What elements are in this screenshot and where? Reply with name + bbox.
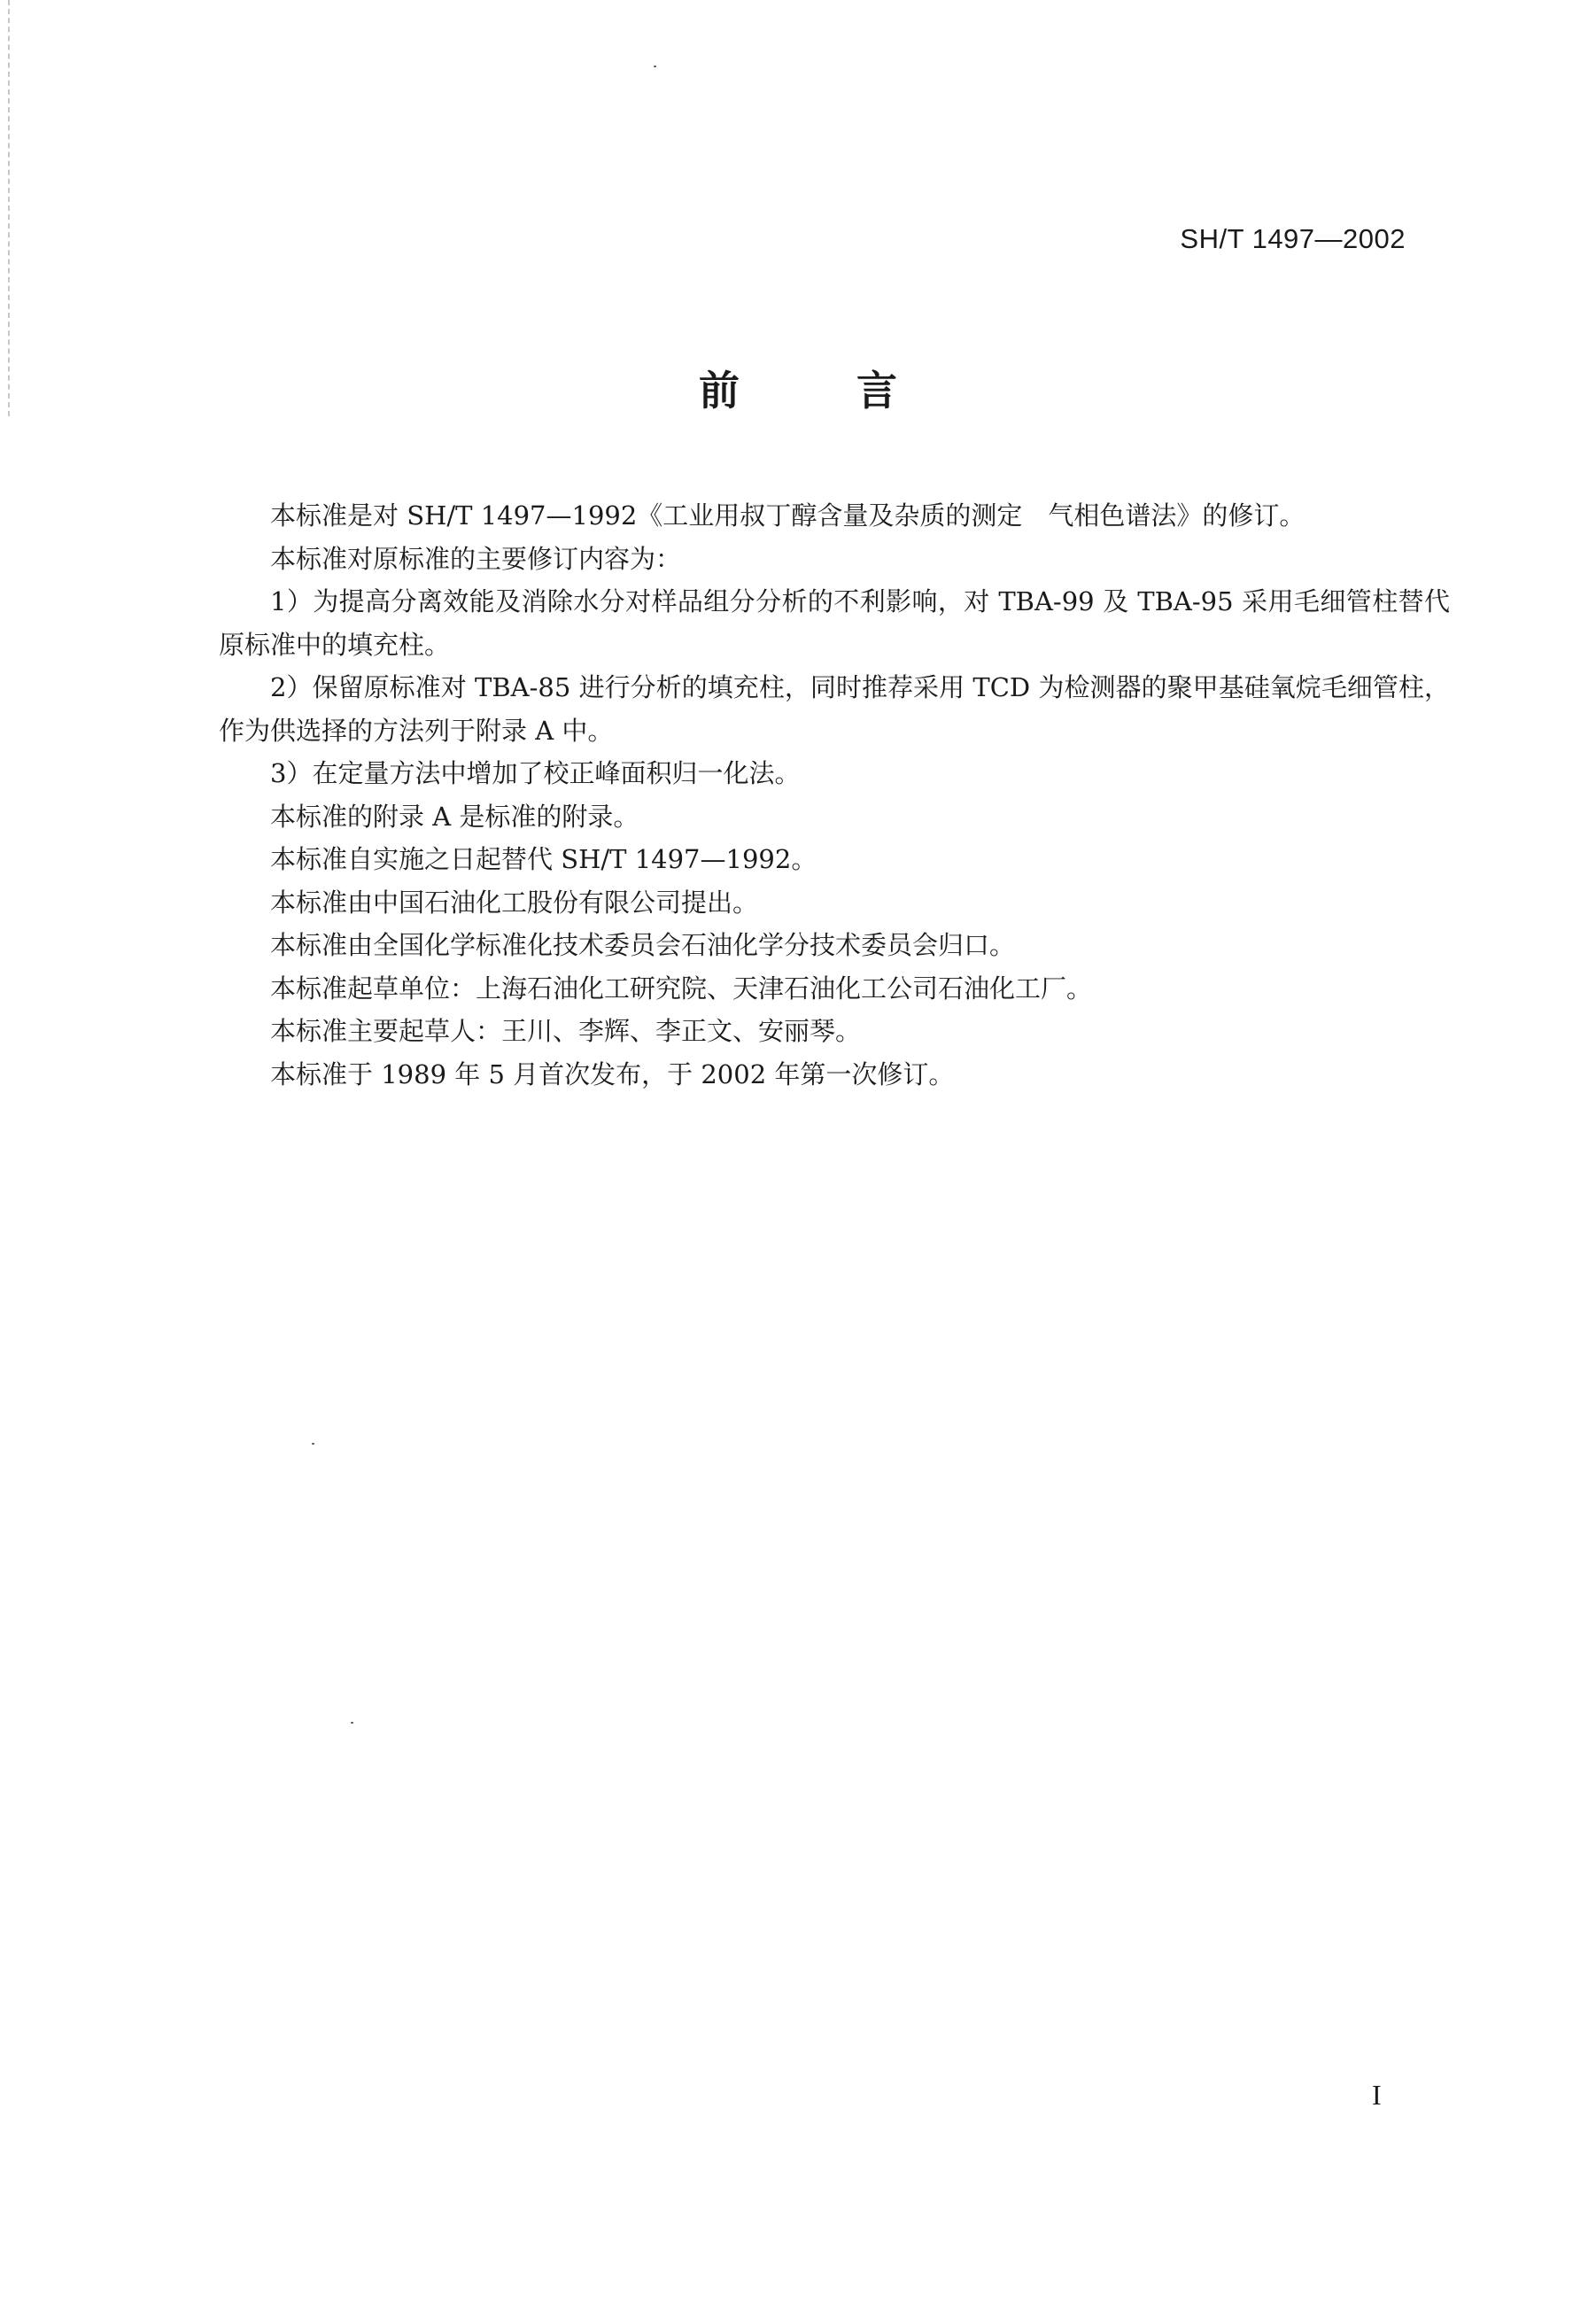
standard-code: SH/T 1497—2002 (1180, 223, 1406, 254)
scan-speck (312, 1443, 314, 1445)
paragraph-change-3: 3）在定量方法中增加了校正峰面积归一化法。 (270, 758, 801, 788)
paragraph-under-jurisdiction: 本标准由全国化学标准化技术委员会石油化学分技术委员会归口。 (270, 930, 1016, 960)
page-number: I (1372, 2079, 1382, 2111)
scan-speck (654, 66, 656, 67)
paragraph-proposed-by: 本标准由中国石油化工股份有限公司提出。 (270, 887, 759, 918)
scan-edge-artifact (8, 0, 10, 416)
paragraph-appendix: 本标准的附录 A 是标准的附录。 (270, 801, 639, 832)
paragraph-drafting-units: 本标准起草单位：上海石油化工研究院、天津石油化工公司石油化工厂。 (270, 973, 1093, 1004)
paragraph-main-changes: 本标准对原标准的主要修订内容为： (270, 543, 682, 574)
paragraph-revision-of: 本标准是对 SH/T 1497—1992《工业用叔丁醇含量及杂质的测定 气相色谱法》的修订。 (270, 500, 1305, 531)
foreword-body (219, 494, 1450, 1096)
paragraph-drafters: 本标准主要起草人：王川、李辉、李正文、安丽琴。 (270, 1016, 862, 1046)
paragraph-change-2: 2）保留原标准对 TBA-85 进行分析的填充柱，同时推荐采用 TCD 为检测器的聚甲基硅氧烷毛细管柱，作为供选择的方法列于附录 A 中。 (219, 672, 1450, 746)
paragraph-replaces: 本标准自实施之日起替代 SH/T 1497—1992。 (270, 844, 817, 874)
paragraph-change-1: 1）为提高分离效能及消除水分对样品组分分析的不利影响，对 TBA-99 及 TBA-95 采用毛细管柱替代原标准中的填充柱。 (219, 586, 1450, 660)
paragraph-history: 本标准于 1989 年 5 月首次发布，于 2002 年第一次修订。 (270, 1058, 955, 1089)
page-title: 前 言 (698, 367, 949, 415)
scan-speck (351, 1722, 353, 1724)
